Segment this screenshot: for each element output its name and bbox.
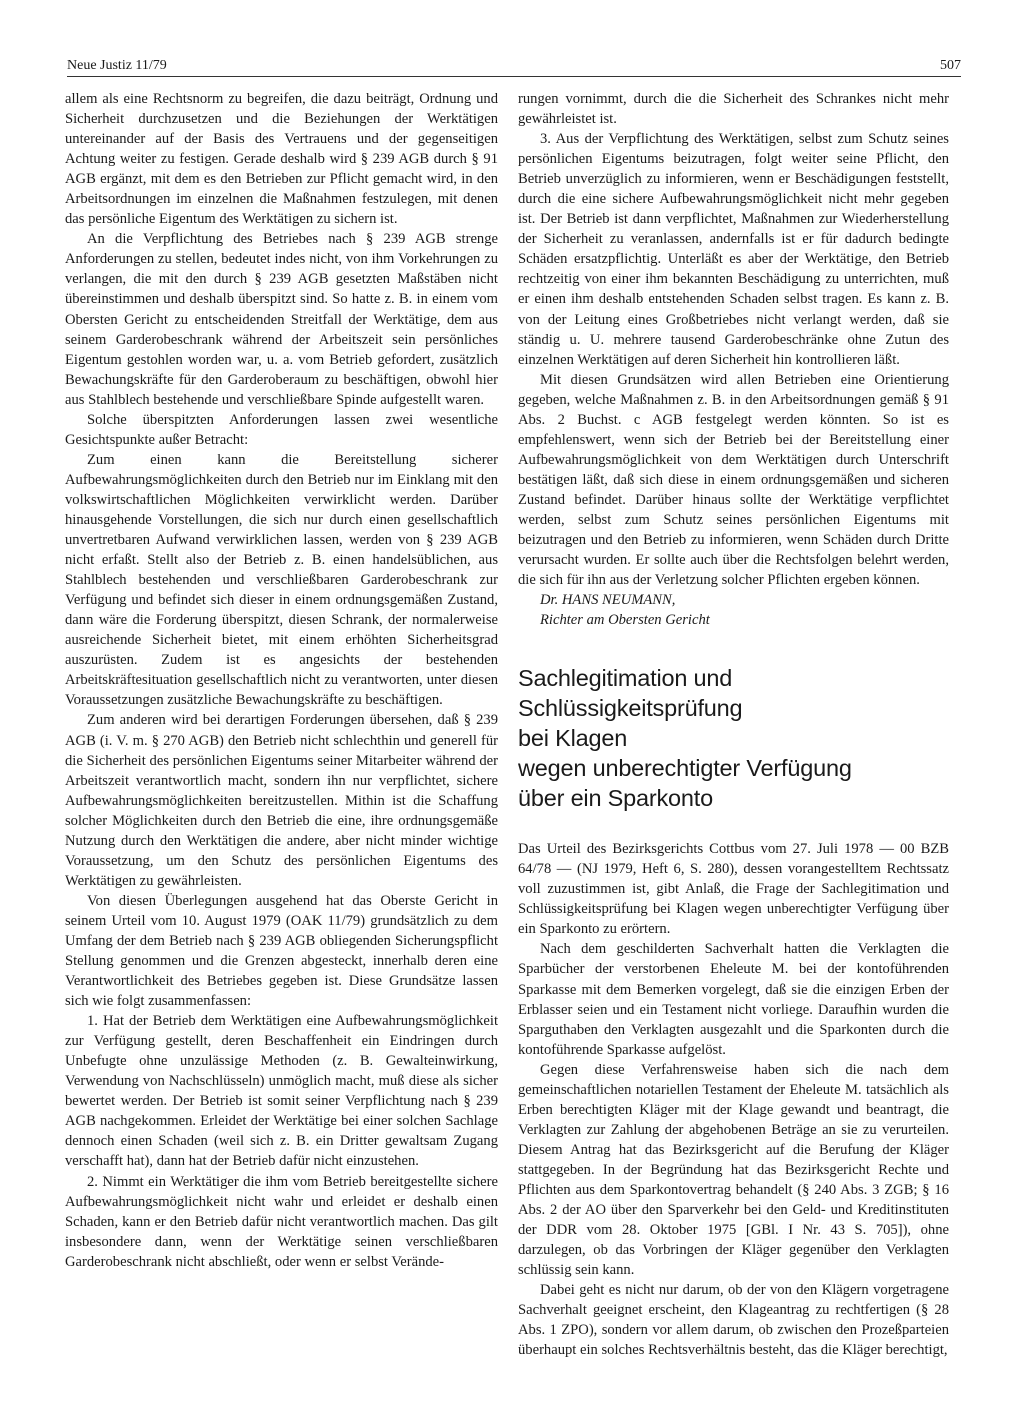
journal-title: Neue Justiz 11/79 xyxy=(67,58,167,73)
paragraph: rungen vornimmt, durch die die Sicherheit des Schrankes nicht mehr gewährleistet ist. xyxy=(518,91,949,128)
article-heading-line: wegen unberechtigter Verfügung xyxy=(518,755,852,782)
paragraph: Von diesen Überlegungen ausgehend hat das Oberste Gericht in seinem Urteil vom 10. August 1979 (OAK 11/79) grundsätzlich zu dem Umfang der dem Betrieb nach § 239 AGB obliegenden Sicherungspflicht Stellung genommen und die Grenzen abgesteckt, innerhalb deren eine Verantwortlichkeit des Betriebes gegeben ist. Diese Grundsätze lassen sich wie folgt zusammenfassen: xyxy=(65,892,498,1010)
running-head xyxy=(67,56,961,77)
paragraph: Zum anderen wird bei derartigen Forderungen übersehen, daß § 239 AGB (i. V. m. § 270 AGB) den Betrieb nicht schlechthin und generell für die Sicherheit des persönlichen Eigentums seiner Mitarbeiter während der Arbeitszeit verantwortlich macht, sondern ihn nur verpflichtet, sichere Aufbewahrungsmöglichkeiten bereitzustellen. Mithin ist die Schaffung solcher Möglichkeiten durch den Betrieb die eine, ihre ordnungsgemäße Nutzung durch den Werktätigen die andere, aber nicht minder wichtige Voraussetzung, um den Schutz des persönlichen Eigentums des Werktätigen zu gewährleisten. xyxy=(65,712,498,889)
paragraph: Mit diesen Grundsätzen wird allen Betrieben eine Orientierung gegeben, welche Maßnahmen z. B. in den Arbeitsordnungen gemäß § 91 Abs. 2 Buchst. c AGB festgelegt werden könnten. So ist es empfehlenswert, wenn sich der Betrieb bei der Bereitstellung einer Aufbewahrungsmöglichkeit von dem Werktätigen durch Unterschrift bestätigen läßt, daß sich diese in einem ordnungsgemäßen und sicheren Zustand befindet. Darüber hinaus sollte der Werktätige verpflichtet werden, selbst zum Schutz seines persönlichen Eigentums mit beizutragen und den Betrieb zu informieren, wenn Schäden durch Dritte verursacht wurden. Er sollte auch über die Rechtsfolgen belehrt werden, die sich für ihn aus der Verletzung solcher Pflichten ergeben können. xyxy=(518,371,949,589)
paragraph: allem als eine Rechtsnorm zu begreifen, die dazu beiträgt, Ordnung und Sicherheit durchzusetzen und die Beziehungen der Werktätigen untereinander auf der Basis des Vertrauens und der gegenseitigen Achtung weiter zu festigen. Gerade deshalb wird § 239 AGB durch § 91 AGB ergänzt, mit dem es den Betrieben zur Pflicht gemacht wird, in den Arbeitsordnungen im einzelnen die Maßnahmen festzulegen, mit denen das persönliche Eigentum des Werktätigen zu sichern ist. xyxy=(65,91,498,228)
numbered-paragraph: 3. Aus der Verpflichtung des Werktätigen, selbst zum Schutz seines persönlichen Eigentums beizutragen, folgt weiter seine Pflicht, den Betrieb unverzüglich zu informieren, wenn er Beschädigungen feststellt, durch die eine sichere Aufbewahrungsmöglichkeit nicht mehr gegeben ist. Der Betrieb ist dann verpflichtet, Maßnahmen zur Wiederherstellung der Sicherheit zu veranlassen, andernfalls ist er für dadurch bedingte Schäden ersatzpflichtig. Unterläßt es aber der Werktätige, den Betrieb rechtzeitig von einer ihm bekannten Beschädigung zu unterrichten, muß er einen ihm deshalb entstehenden Schaden selbst tragen. Es kann z. B. von der Leitung eines Großbetriebes nicht verlangt werden, daß sie ständig u. U. mehrere tausend Garderobeschränke ohne Zutun des einzelnen Werktätigen auf deren Sicherheit hin kontrollieren läßt. xyxy=(518,131,949,368)
paragraph: Dabei geht es nicht nur darum, ob der von den Klägern vorgetragene Sachverhalt geeignet erscheint, den Klageantrag zu rechtfertigen (§ 28 Abs. 1 ZPO), sondern vor allem darum, ob zwischen den Prozeßparteien überhaupt ein solches Rechtsverhältnis besteht, das die Kläger berechtigt, xyxy=(518,1282,949,1359)
paragraph: Nach dem geschilderten Sachverhalt hatten die Verklagten die Sparbücher der verstorbenen Eheleute M. bei der kontoführenden Sparkasse mit dem Bemerken vorgelegt, daß sie die einzigen Erben der Erblasser seien und ein Testament nicht vorliege. Daraufhin wurden die Sparguthaben den Verklagten ausgezahlt und die Sparkonten durch die kontoführende Sparkasse aufgelöst. xyxy=(518,941,949,1058)
left-column xyxy=(65,89,498,1272)
article-heading-line: über ein Sparkonto xyxy=(518,785,713,812)
paragraph: Zum einen kann die Bereitstellung sicherer Aufbewahrungsmöglichkeiten durch den Betrieb nur im Einklang mit den volkswirtschaftlichen Möglichkeiten verwirklicht werden. Darüber hinausgehende Vorstellungen, die sich nur durch einen gesellschaftlich unvertretbaren Aufwand verwirklichen lassen, werden von § 239 AGB nicht erfaßt. Stellt also der Betrieb z. B. einen handelsüblichen, aus Stahlblech bestehenden und verschließbaren Garderobeschrank zur Verfügung und befindet sich dieser in einem ordnungsgemäßen Zustand, dann wäre die Forderung überspitzt, diesen Schrank, der normalerweise ausreichende Sicherheit bietet, mit einem erhöhten Sicherheitsgrad auszurüsten. Zudem ist es angesichts der bestehenden Arbeitskräftesituation gesellschaftlich nicht zu verantworten, unter diesen Voraussetzungen zusätzliche Bewachungskräfte zu beschäftigen. xyxy=(65,451,498,709)
article-heading xyxy=(518,663,949,813)
article-heading-line: bei Klagen xyxy=(518,725,628,752)
numbered-paragraph: 2. Nimmt ein Werktätiger die ihm vom Betrieb bereitgestellte sichere Aufbewahrungsmöglichkeit nicht wahr und erleidet er deshalb einen Schaden, kann er den Betrieb dafür nicht verantwortlich machen. Das gilt insbesondere dann, wenn der Werktätige seinen verschließbaren Garderobeschrank nicht abschließt, oder wenn er selbst Verände- xyxy=(65,1173,498,1270)
article-heading-line: Sachlegitimation und Schlüssigkeitsprüfung xyxy=(518,665,743,722)
numbered-paragraph: 1. Hat der Betrieb dem Werktätigen eine Aufbewahrungsmöglichkeit zur Verfügung gestellt, deren Beschaffenheit ein Eindringen durch Unbefugte ohne unzulässige Methoden (z. B. Gewalteinwirkung, Verwendung von Nachschlüsseln) unmöglich macht, muß diese als sicher bewertet werden. Der Betrieb ist somit seiner Verpflichtung nach § 239 AGB nachgekommen. Erleidet der Werktätige bei einer solchen Sachlage dennoch einen Schaden (weil sich z. B. ein Dritter gewaltsam Zugang verschafft hat), dann hat der Betrieb dafür nicht einzustehen. xyxy=(65,1013,498,1170)
paragraph: Das Urteil des Bezirksgerichts Cottbus vom 27. Juli 1978 — 00 BZB 64/78 — (NJ 1979, Heft 6, S. 280), dessen vorangestelltem Rechtssatz voll zuzustimmen ist, gibt Anlaß, die Frage der Sachlegitimation und Schlüssigkeitsprüfung bei Klagen wegen unberechtigter Verfügung über ein Sparkonto zu erörtern. xyxy=(518,841,949,938)
paragraph: An die Verpflichtung des Betriebes nach § 239 AGB strenge Anforderungen zu stellen, bedeutet indes nicht, von ihm Vorkehrungen zu verlangen, die mit den durch § 239 AGB gesetzten Maßstäben nicht übereinstimmen und deshalb überspitzt sind. So hatte z. B. in einem vom Obersten Gericht zu entscheidenden Streitfall der Werktätige, dem aus seinem Garderobeschrank während der Arbeitszeit sein persönliches Eigentum gestohlen worden war, u. a. vom Betrieb gefordert, zusätzlich Bewachungskräfte für den Garderoberaum zu beschäftigen, obwohl hier aus Stahlblech bestehende und verschließbare Spinde aufgestellt waren. xyxy=(65,231,498,408)
author-signature xyxy=(518,590,949,630)
author-name: Dr. HANS NEUMANN, xyxy=(540,592,676,609)
paragraph: Solche überspitzten Anforderungen lassen zwei wesentliche Gesichtspunkte außer Betracht: xyxy=(65,411,498,448)
author-title: Richter am Obersten Gericht xyxy=(540,612,710,629)
paragraph: Gegen diese Verfahrensweise haben sich die nach dem gemeinschaftlichen notariellen Testament der Eheleute M. tatsächlich als Erben berechtigten Kläger mit der Klage gewandt und beantragt, die Verklagten zur Zahlung der abgehobenen Beträge an sie zu verurteilen. Diesem Antrag hat das Bezirksgericht auf die Berufung der Kläger stattgegeben. In der Begründung hat das Bezirksgericht Rechte und Pflichten aus dem Sparkontovertrag behandelt (§ 240 Abs. 3 ZGB; § 16 Abs. 2 der AO über den Sparverkehr bei den Geld- und Kreditinstituten der DDR vom 28. Oktober 1975 [GBl. I Nr. 43 S. 705]), ohne darzulegen, ob das Vorbringen der Kläger gegenüber den Verklagten schlüssig sein kann. xyxy=(518,1061,949,1279)
page-number: 507 xyxy=(940,58,961,73)
right-column xyxy=(518,89,949,1360)
